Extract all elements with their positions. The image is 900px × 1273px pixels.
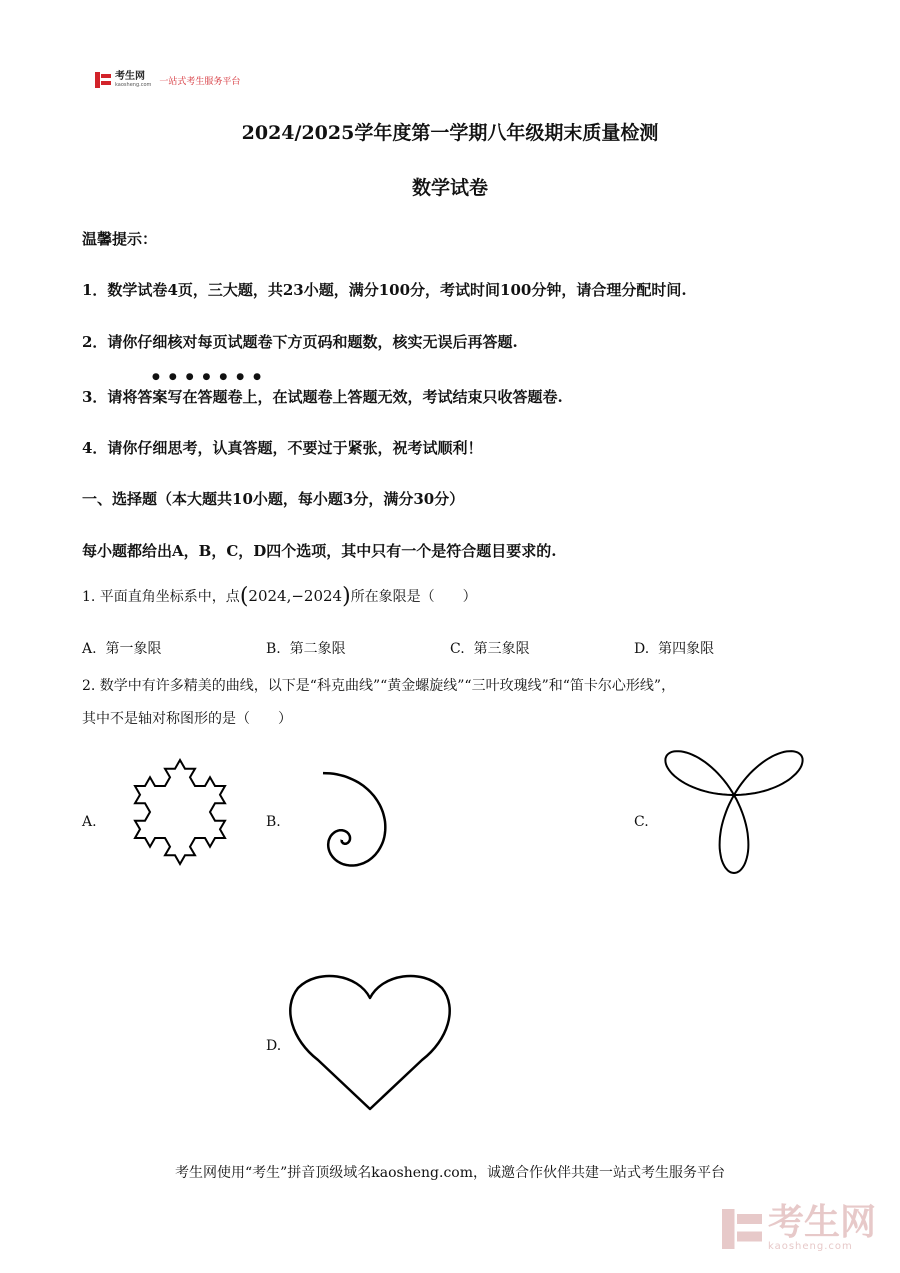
tip-item: 2．请你仔细核对每页试题卷下方页码和题数，核实无误后再答题. [82,333,518,351]
question-2-line-1: 2. 数学中有许多精美的曲线，以下是“科克曲线”“黄金螺旋线”“三叶玫瑰线”和“笛卡尔心形线”， [82,678,676,694]
emphasis-dots: ●●●●●●● [152,372,270,382]
question-2-line-2: 其中不是轴对称图形的是（ ） [82,711,292,727]
logo-name: 考生网 [115,71,145,82]
footer-text: 考生网使用“考生”拼音顶级域名kaosheng.com，诚邀合作伙伴共建一站式考生服务平台 [174,1165,726,1181]
figure-label-a: A. [82,814,97,830]
tips-heading: 温馨提示： [82,230,158,248]
kaosheng-logo-icon [95,72,111,88]
figure-label-b: B. [266,814,281,830]
section-instruction: 每小题都给出A，B，C，D四个选项，其中只有一个是符合题目要求的. [82,542,557,560]
watermark [722,1202,876,1252]
koch-curve-figure[interactable] [104,740,256,880]
site-logo [95,72,240,88]
watermark-name: 考生网 [767,1202,876,1243]
option-a[interactable]: A. 第一象限 [82,641,162,657]
figure-label-c: C. [634,814,649,830]
tip-item: 1．数学试卷4页，三大题，共23小题，满分100分，考试时间100分钟，请合理分配时间. [82,281,687,299]
point-coordinate: (2024,−2024) [239,584,351,609]
question-1-suffix: 所在象限是（ ） [350,589,477,605]
tip-item: 4．请你仔细思考，认真答题，不要过于紧张，祝考试顺利！ [82,439,483,457]
option-c[interactable]: C. 第三象限 [450,641,530,657]
figure-label-d: D. [266,1038,282,1054]
question-1 [82,584,477,609]
section-heading: 一、选择题（本大题共10小题，每小题3分，满分30分） [82,490,465,508]
three-leaf-rose-figure[interactable] [654,740,814,880]
tip-item: 3．请将答案写在答题卷上，在试题卷上答题无效，考试结束只收答题卷. [82,388,563,406]
question-1-prefix: 1. 平面直角坐标系中，点 [82,589,240,605]
option-b[interactable]: B. 第二象限 [266,641,346,657]
logo-slogan: 一站式考生服务平台 [159,76,241,87]
cardioid-heart-figure[interactable] [288,970,453,1115]
exam-title: 2024/2025学年度第一学期八年级期末质量检测 [241,122,659,144]
logo-domain: kaosheng.com [115,82,152,88]
exam-subtitle: 数学试卷 [411,177,488,199]
option-d[interactable]: D. 第四象限 [634,641,715,657]
watermark-logo-icon [722,1209,762,1249]
golden-spiral-figure[interactable] [286,762,466,877]
watermark-domain: kaosheng.com [767,1241,853,1252]
